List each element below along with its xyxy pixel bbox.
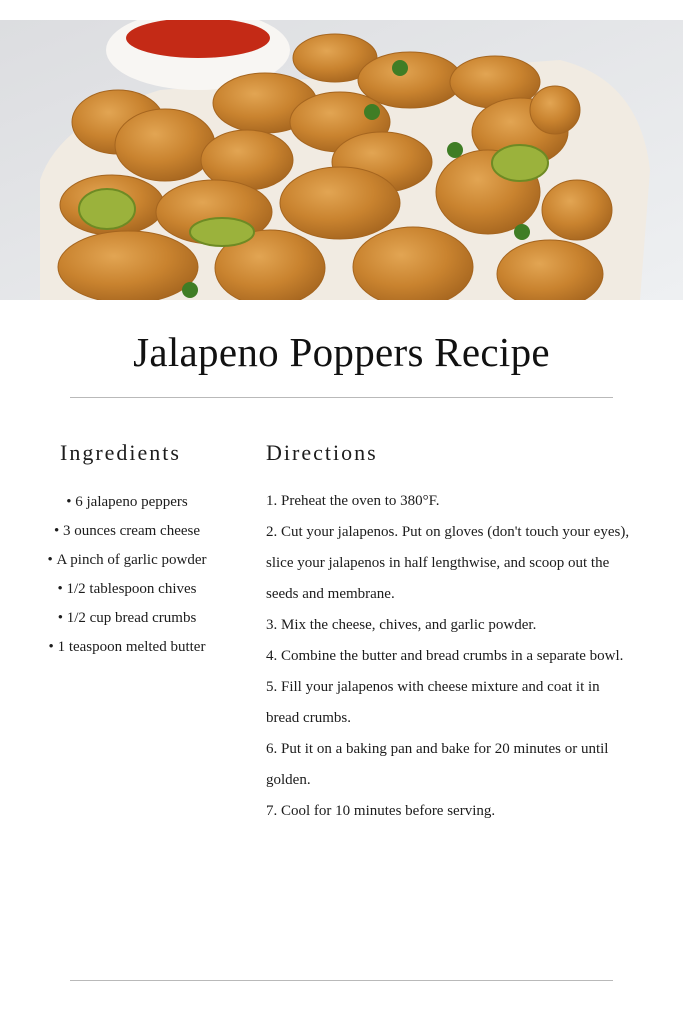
jalapeno-slice (190, 218, 254, 246)
directions-heading: Directions (266, 440, 378, 465)
direction-step: 2. Cut your jalapenos. Put on gloves (don't touch your eyes), slice your jalapenos in half lengthwise, and scoop out the seeds and membrane. (266, 524, 630, 602)
direction-step: 1. Preheat the oven to 380°F. (266, 493, 440, 509)
direction-step: 7. Cool for 10 minutes before serving. (266, 803, 496, 819)
ingredient-item: • 3 ounces cream cheese (46, 517, 208, 546)
herb-leaf (514, 224, 530, 240)
popper (353, 227, 473, 300)
popper (280, 167, 400, 239)
jalapeno-slice (492, 145, 548, 181)
recipe-title: Jalapeno Poppers Recipe (133, 329, 550, 375)
popper (58, 231, 198, 300)
ingredient-item: • 1/2 tablespoon chives (46, 575, 208, 604)
ingredient-item: • 6 jalapeno peppers (46, 488, 208, 517)
popper (530, 86, 580, 134)
ingredients-heading: Ingredients (60, 440, 181, 465)
ingredient-item: • 1/2 cup bread crumbs (46, 604, 208, 633)
direction-step: 6. Put it on a baking pan and bake for 20 minutes or until golden. (266, 741, 609, 788)
jalapeno-slice (79, 189, 135, 229)
direction-step: 4. Combine the butter and bread crumbs in a separate bowl. (266, 648, 624, 664)
ingredients-list (46, 488, 208, 662)
ingredient-item: • 1 teaspoon melted butter (46, 633, 208, 662)
jalapeno-poppers-image (0, 20, 683, 300)
top-divider (70, 397, 613, 398)
herb-leaf (392, 60, 408, 76)
direction-step: 5. Fill your jalapenos with cheese mixture and coat it in bread crumbs. (266, 679, 600, 726)
herb-leaf (447, 142, 463, 158)
herb-leaf (364, 104, 380, 120)
recipe-photo (0, 20, 683, 300)
ingredient-item: • A pinch of garlic powder (46, 546, 208, 575)
direction-step: 3. Mix the cheese, chives, and garlic powder. (266, 617, 537, 633)
bottom-divider (70, 980, 613, 981)
popper (542, 180, 612, 240)
directions-list (266, 486, 634, 827)
popper (115, 109, 215, 181)
herb-leaf (182, 282, 198, 298)
